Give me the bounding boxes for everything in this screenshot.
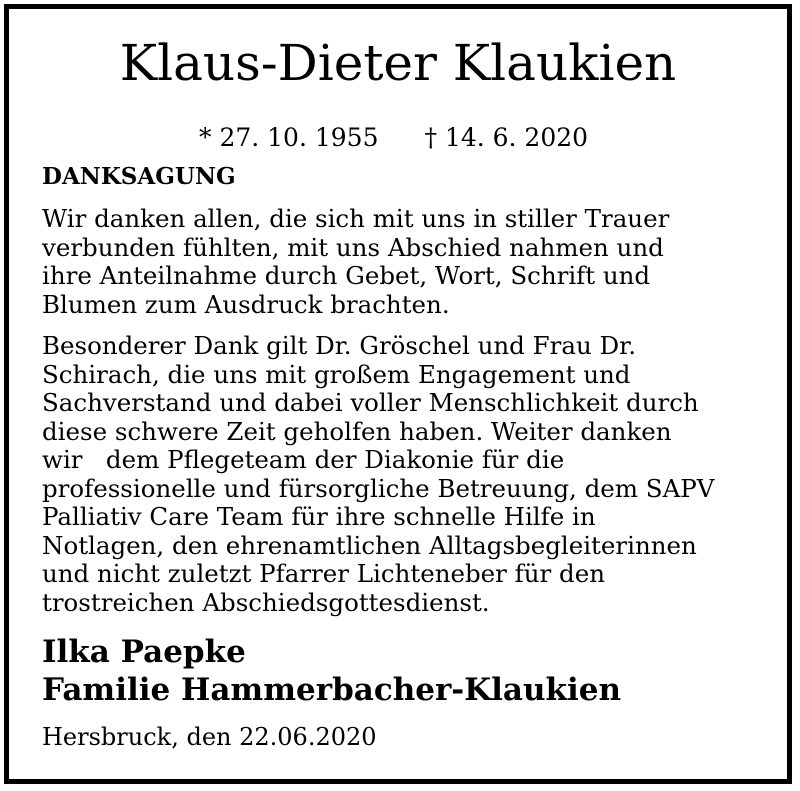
- paragraph-line: Palliativ Care Team für ihre schnelle Hilfe in: [42, 502, 596, 531]
- birth-date: * 27. 10. 1955: [199, 123, 379, 152]
- paragraph-line: professionelle und fürsorgliche Betreuung, dem SAPV: [42, 473, 715, 503]
- paragraph-line: Sachverstand und dabei voller Menschlichkeit durch: [42, 388, 699, 417]
- paragraph-line: trostreichen Abschiedsgottesdienst.: [42, 587, 490, 617]
- paragraph-line: ihre Anteilnahme durch Gebet, Wort, Schrift und: [42, 261, 651, 290]
- paragraph-line: Notlagen, den ehrenamtlichen Alltagsbegleiterinnen: [42, 530, 697, 560]
- deceased-name: Klaus-Dieter Klaukien: [119, 34, 677, 92]
- place-and-date: Hersbruck, den 22.06.2020: [42, 723, 377, 751]
- paragraph-line: verbunden fühlten, mit uns Abschied nahmen und: [42, 232, 664, 262]
- paragraph-line: Schirach, die uns mit großem Engagement und: [42, 359, 631, 389]
- thanks-paragraph-1: [42, 205, 669, 319]
- thanks-paragraph-2: [42, 332, 714, 617]
- death-date: † 14. 6. 2020: [424, 123, 589, 152]
- paragraph-line: Besonderer Dank gilt Dr. Gröschel und Frau Dr.: [42, 331, 636, 360]
- paragraph-line: Blumen zum Ausdruck brachten.: [42, 289, 450, 319]
- paragraph-line: wir dem Pflegeteam der Diakonie für die: [42, 445, 565, 474]
- notice-heading: DANKSAGUNG: [42, 163, 236, 190]
- life-dates: [199, 123, 588, 153]
- signature-name-1: Ilka Paepke: [42, 634, 246, 670]
- paragraph-line: und nicht zuletzt Pfarrer Lichteneber für den: [42, 559, 605, 588]
- signature-name-2: Familie Hammerbacher-Klaukien: [42, 672, 622, 708]
- notice-frame: [4, 4, 792, 784]
- paragraph-line: diese schwere Zeit geholfen haben. Weiter danken: [42, 416, 672, 446]
- paragraph-line: Wir danken allen, die sich mit uns in stiller Trauer: [42, 204, 670, 233]
